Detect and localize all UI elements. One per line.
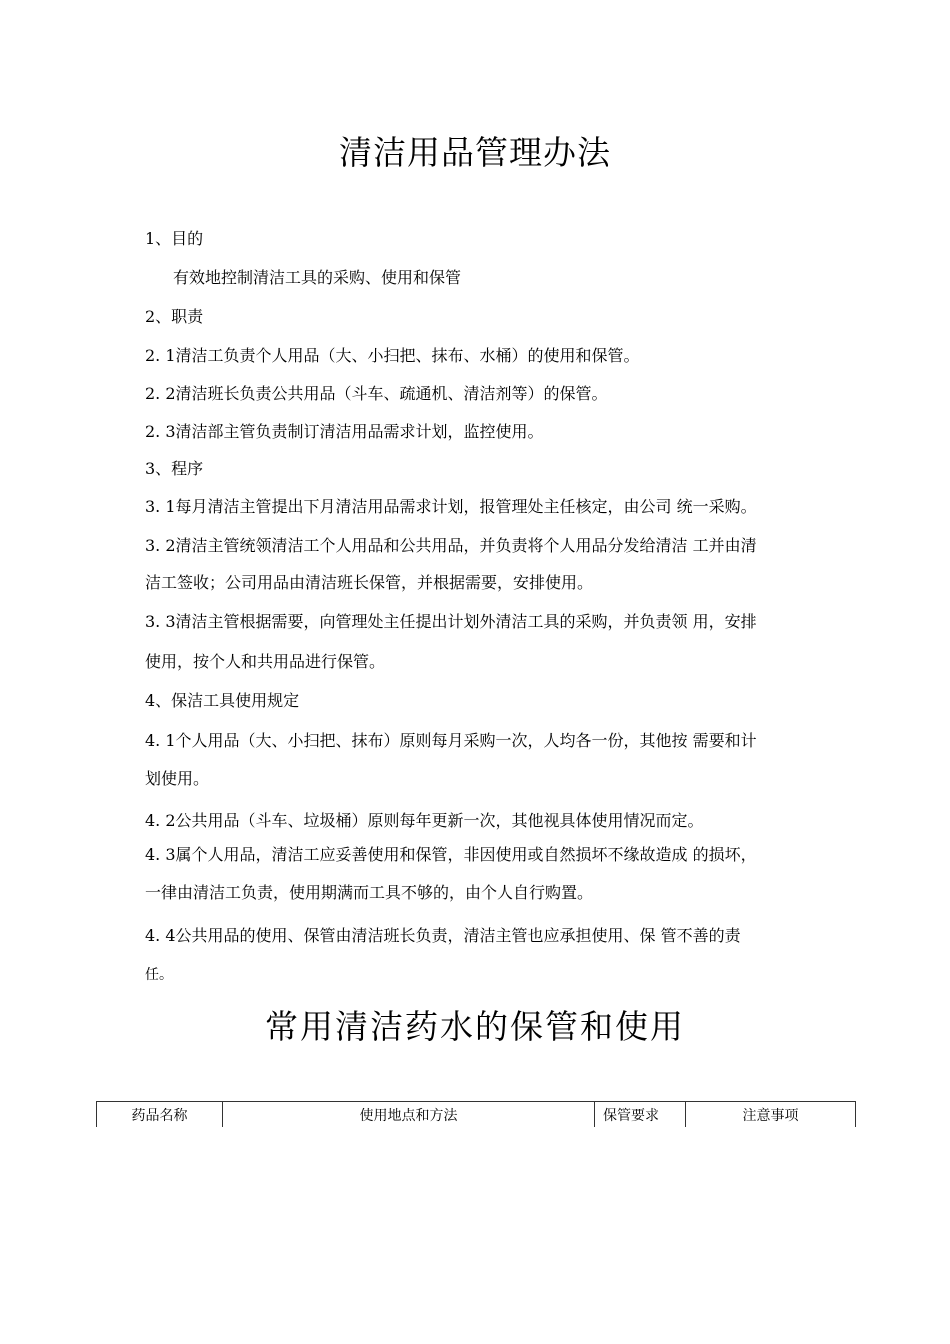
paragraph-line: 2. 2清洁班长负责公共用品（斗车、疏通机、清洁剂等）的保管。: [145, 384, 608, 403]
paragraph-line: 3. 3清洁主管根据需要，向管理处主任提出计划外清洁工具的采购，并负责领 用，安排: [145, 612, 757, 631]
paragraph-line: 划使用。: [145, 769, 210, 788]
paragraph-line: 有效地控制清洁工具的采购、使用和保管: [173, 268, 462, 287]
column-header-usage: 使用地点和方法: [223, 1102, 595, 1128]
paragraph-line: 3. 1每月清洁主管提出下月清洁用品需求计划，报管理处主任核定，由公司 统一采购。: [145, 497, 757, 516]
paragraph-line: 4. 1个人用品（大、小扫把、抹布）原则每月采购一次，人均各一份，其他按 需要和计: [145, 731, 757, 750]
section-heading: 4、保洁工具使用规定: [145, 691, 300, 710]
paragraph-line: 洁工签收；公司用品由清洁班长保管，并根据需要，安排使用。: [145, 573, 594, 592]
paragraph-line: 4. 3属个人用品，清洁工应妥善使用和保管，非因使用或自然损坏不缘故造成 的损坏，: [145, 845, 757, 864]
column-header-storage: 保管要求: [595, 1102, 686, 1128]
section-heading: 2、职责: [145, 307, 204, 326]
section-title: 常用清洁药水的保管和使用: [265, 1007, 685, 1046]
paragraph-line: 2. 3清洁部主管负责制订清洁用品需求计划，监控使用。: [145, 422, 544, 441]
paragraph-line: 4. 4公共用品的使用、保管由清洁班长负责，清洁主管也应承担使用、保 管不善的责: [145, 926, 741, 945]
section-heading: 3、程序: [145, 459, 204, 478]
column-header-notes: 注意事项: [686, 1102, 856, 1128]
section-heading: 1、目的: [145, 229, 204, 248]
paragraph-line: 一律由清洁工负责，使用期满而工具不够的，由个人自行购置。: [145, 883, 594, 902]
paragraph-line: 任。: [145, 967, 173, 983]
chemicals-table: [96, 1101, 856, 1127]
table-header-row: [97, 1102, 856, 1128]
paragraph-line: 4. 2公共用品（斗车、垃圾桶）原则每年更新一次，其他视具体使用情况而定。: [145, 811, 704, 830]
column-header-name: 药品名称: [97, 1102, 223, 1128]
paragraph-line: 3. 2清洁主管统领清洁工个人用品和公共用品，并负责将个人用品分发给清洁 工并由清: [145, 536, 757, 555]
document-title: 清洁用品管理办法: [339, 133, 611, 172]
paragraph-line: 使用，按个人和共用品进行保管。: [145, 652, 386, 671]
paragraph-line: 2. 1清洁工负责个人用品（大、小扫把、抹布、水桶）的使用和保管。: [145, 346, 640, 365]
